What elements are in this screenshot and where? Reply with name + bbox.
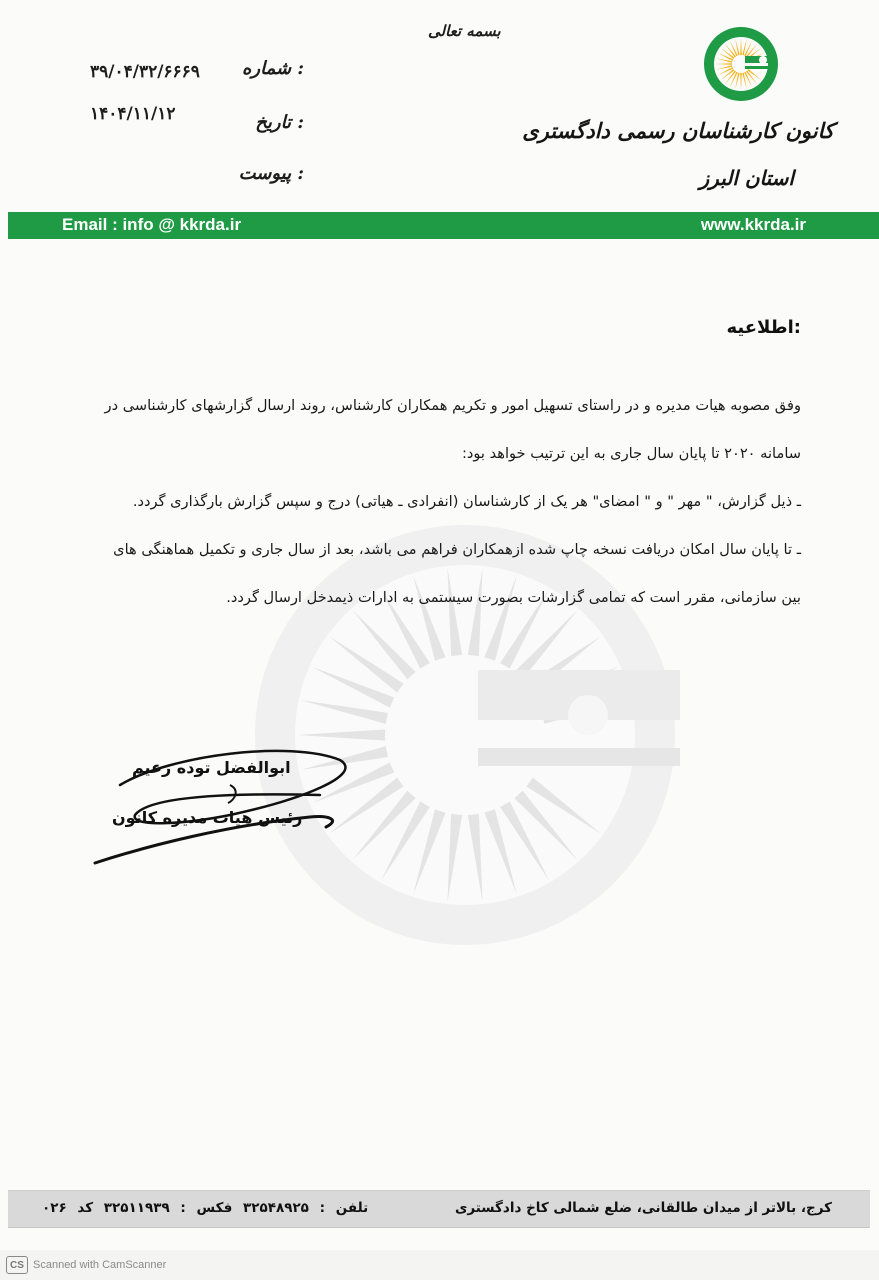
footer-phones: تلفن : ۳۲۵۴۸۹۲۵ فکس : ۳۲۵۱۱۹۳۹ کد ۰۲۶ <box>42 1200 369 1216</box>
email-text: Email : info @ kkrda.ir <box>62 215 242 234</box>
notice-line: سامانه ۲۰۲۰ تا پایان سال جاری به این ترتیب خواهد بود: <box>461 445 801 462</box>
number-label: شماره : <box>241 58 304 79</box>
organization-province: استان البرز <box>699 166 794 190</box>
notice-line: بین سازمانی، مقرر است که تمامی گزارشات بصورت سیستمی به ادارات ذیمدخل ارسال گردد. <box>226 589 801 606</box>
date-value: ۱۴۰۴/۱۱/۱۲ <box>90 104 176 124</box>
signer-title: رئیس هیات مدیره کانون <box>112 808 303 827</box>
footer-band <box>8 1190 870 1228</box>
organization-logo <box>703 24 779 104</box>
attachment-label: پیوست : <box>238 163 304 184</box>
website-text: www.kkrda.ir <box>700 215 806 234</box>
basmala: بسمه تعالی <box>428 22 501 40</box>
notice-title: اطلاعیه: <box>726 317 801 338</box>
camscanner-icon: CS <box>6 1256 28 1274</box>
signer-name: ابوالفضل توده زعیم <box>132 758 291 777</box>
scanner-watermark <box>6 1256 166 1274</box>
notice-body <box>71 382 801 622</box>
notice-line: وفق مصوبه هیات مدیره و در راستای تسهیل امور و تکریم همکاران کارشناس، روند ارسال گزارشهای کارشناسی در <box>104 397 801 414</box>
number-value: ۳۹/۰۴/۳۲/۶۶۶۹ <box>90 62 200 82</box>
organization-name: کانون کارشناسان رسمی دادگستری <box>522 118 834 143</box>
notice-line: ـ تا پایان سال امکان دریافت نسخه چاپ شده ازهمکاران فراهم می باشد، بعد از سال جاری و تکمیل هماهنگی های <box>113 541 801 558</box>
footer-address: کرج، بالاتر از میدان طالقانی، ضلع شمالی کاخ دادگستری <box>455 1200 832 1216</box>
date-label: تاریخ : <box>255 112 304 133</box>
scanner-text: Scanned with CamScanner <box>33 1259 167 1271</box>
notice-line: ـ ذیل گزارش، " مهر " و " امضای" هر یک از کارشناسان (انفرادی ـ هیاتی) درج و سپس گزارش بارگذاری گردد. <box>132 493 801 510</box>
contact-band <box>8 212 879 239</box>
